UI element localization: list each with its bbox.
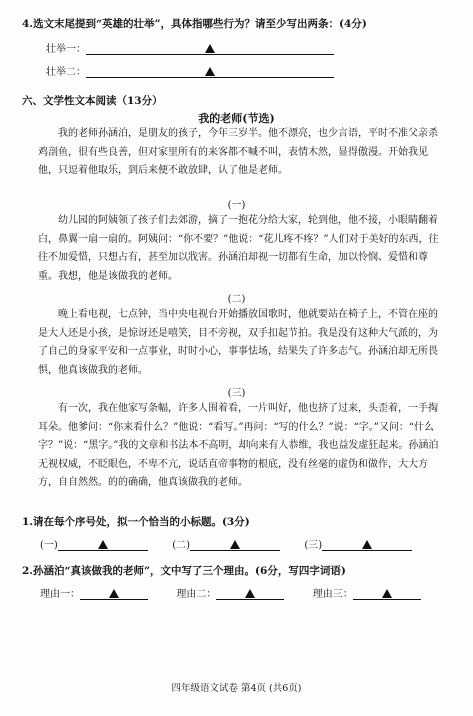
reason-blank-3[interactable] (353, 587, 421, 600)
reason-row (40, 585, 421, 600)
subtitle-row (40, 536, 412, 551)
answer-row-1 (46, 40, 334, 55)
answer-triangle-1 (205, 44, 215, 53)
answer-label-1: 壮举一： (46, 44, 86, 55)
subtitle-label-3: (三) (304, 540, 323, 551)
reason-label-3: 理由三： (312, 589, 353, 600)
subtitle-triangle-3 (362, 540, 372, 549)
reason-triangle-1 (109, 589, 119, 598)
reason-label-1: 理由一： (40, 589, 80, 600)
answer-triangle-2 (205, 67, 215, 76)
question-2-title: 2.孙涵泊“真该做我的老师”，文中写了三个理由。(6分，写四字词语) (22, 565, 346, 577)
reason-triangle-2 (245, 589, 255, 598)
article-part-2: 晚上看电视，七点钟，当中央电视台开始播放国歌时，他就要站在椅子上，不管在座的是大人还是小孩，是惊讶还是嘻笑，目不旁视，双手扣起节拍。我是没有这种大气派的，为了自己的身家平安和一点事业，时时小心，事事怯场，结果失了许多志气。孙涵泊却无所畏惧，他真该做我的老师。 (38, 309, 438, 376)
reason-blank-1[interactable] (80, 587, 148, 600)
question-4-title: 4.选文末尾提到“英雄的壮举”，具体指哪些行为？请至少写出两条：(4分) (22, 18, 367, 30)
article-part-3: 有一次，我在他家写条幅，许多人围着看，一片叫好，他也挤了过来，头歪着，一手掏耳朵。他爹问：“你来看什么？”他说：“看写。”再问：“写的什么？”说：“字。”又问：“什么字？”说：“黑字。”我的文章和书法本不高明，却向来有人恭维，我也益发虚狂起来。孙涵泊无视权威，不眨眼色，不卑不亢，说话直帝事物的根底，没有丝毫的虚伪和做作，大大方方，自自然然。的的确确，他真该做我的老师。 (38, 403, 439, 488)
part-3-number: (三) (227, 388, 246, 399)
subtitle-blank-1[interactable] (58, 538, 148, 551)
part-2-number: (二) (227, 294, 246, 305)
page-footer: 四年级语文试卷 第4页 (共6页) (171, 683, 302, 694)
reason-blank-2[interactable] (216, 587, 284, 600)
article-title-text: 我的老师(节选) (198, 112, 275, 125)
subtitle-label-2: (二) (172, 540, 190, 551)
reason-triangle-3 (382, 589, 392, 598)
reason-label-2: 理由二： (176, 589, 217, 600)
article-part-1: 幼儿园的阿姨领了孩子们去郊游，摘了一抱花分给大家，轮到他，他不接，小眼睛翻着白，鼻翼一扇一扇的。阿姨问：“你不要？”他说：“花儿疼不疼？”人们对于美好的东西，往往不加爱惜，只想占有，甚至加以戕害。孙涵泊却视一切都有生命，加以怜悯、爱惜和尊重。我想，他是该做我的老师。 (38, 215, 439, 282)
subtitle-triangle-1 (98, 540, 108, 549)
subtitle-triangle-2 (230, 540, 240, 549)
article-intro: 我的老师孙涵泊，是朋友的孩子，今年三岁半。他不漂亮，也少言语，平时不准父亲杀鸡剖鱼，很有些良善，但对家里所有的来客都不喊不叫，表情木然，显得傲漫。开始我见他，只逗着他取乐，到后来便不敢放肆，认了他是老师。 (38, 128, 438, 176)
article-title (0, 110, 473, 126)
part-1-number: (一) (227, 200, 246, 211)
subtitle-label-1: (一) (40, 540, 58, 551)
section-6-heading: 六、文学性文本阅读（13分） (22, 95, 163, 107)
answer-blank-2[interactable] (86, 65, 334, 78)
subtitle-blank-2[interactable] (190, 538, 280, 551)
subtitle-blank-3[interactable] (322, 538, 412, 551)
answer-label-2: 壮举二： (46, 67, 86, 78)
question-1-title: 1.请在每个序号处，拟一个恰当的小标题。(3分) (22, 516, 250, 528)
answer-blank-1[interactable] (86, 42, 334, 55)
answer-row-2 (46, 63, 334, 78)
